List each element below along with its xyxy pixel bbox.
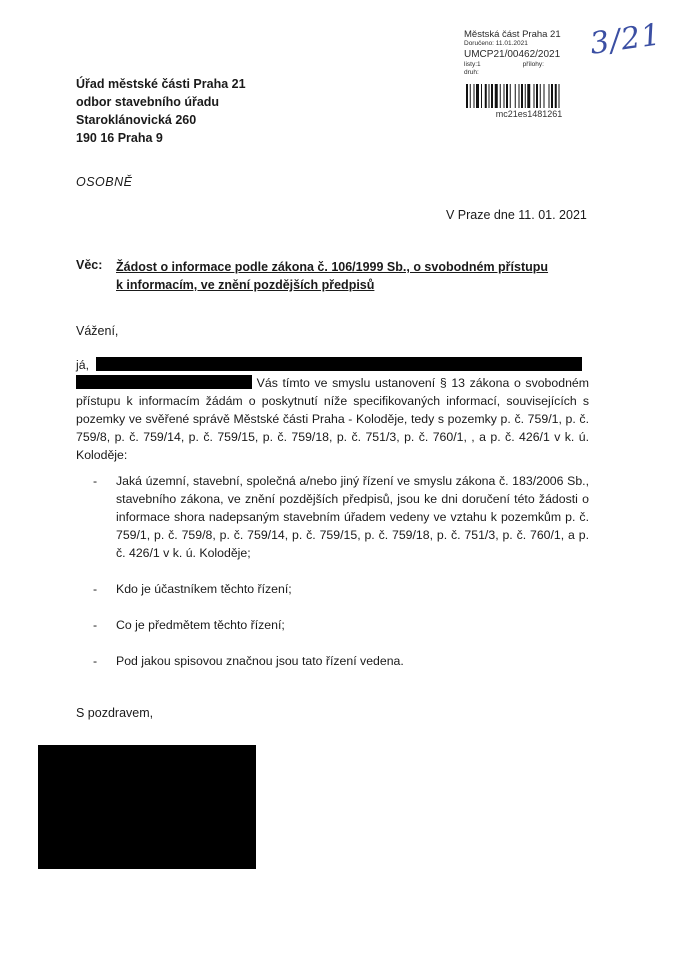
barcode-bar: [515, 84, 516, 108]
subject-line-1: Žádost o informace podle zákona č. 106/1999 Sb., o svobodném přístupu: [116, 260, 549, 274]
list-item: [93, 580, 589, 598]
list-item-text: Kdo je účastníkem těchto řízení;: [116, 582, 292, 596]
address-line-2: odbor stavebního úřadu: [76, 95, 220, 109]
subject-label: Věc:: [76, 258, 103, 272]
request-list: [93, 472, 589, 688]
barcode-bar: [495, 84, 498, 108]
barcode-bar: [491, 84, 493, 108]
barcode-bar: [555, 84, 557, 108]
barcode-bar: [470, 84, 471, 108]
list-item-text: Pod jakou spisovou značnou jsou tato řízení vedena.: [116, 654, 404, 668]
list-item: [93, 652, 589, 670]
stamp-office: Městská část Praha 21: [464, 29, 561, 40]
bullet-dash: -: [93, 582, 98, 596]
stamp-attachments: přílohy:: [522, 61, 544, 68]
barcode-bar: [549, 84, 550, 108]
barcode-bar: [527, 84, 530, 108]
subject-line-2: k informacím, ve znění pozdějších předpisů: [116, 278, 375, 292]
address-line-3: Staroklánovická 260: [76, 113, 197, 127]
barcode-bar: [519, 84, 520, 108]
closing: S pozdravem,: [76, 706, 154, 720]
barcode-bar: [544, 84, 545, 108]
barcode-bar: [476, 84, 479, 108]
redaction-block: [96, 357, 582, 371]
barcode-bar: [521, 84, 523, 108]
barcode-bar: [559, 84, 560, 108]
address-line-4: 190 16 Praha 9: [76, 131, 163, 145]
barcode-bar: [534, 84, 535, 108]
body-prefix: já,: [76, 358, 89, 372]
body-paragraph: [76, 356, 589, 464]
barcode-bar: [500, 84, 501, 108]
barcode: [466, 84, 592, 108]
bullet-dash: -: [93, 618, 98, 632]
salutation: Vážení,: [76, 324, 119, 338]
barcode-bar: [489, 84, 490, 108]
address-line-1: Úřad městské části Praha 21: [76, 77, 246, 91]
stamp-received: Doručeno: 11.01.2021: [464, 40, 528, 47]
barcode-bar: [551, 84, 553, 108]
bullet-dash: -: [93, 474, 98, 488]
stamp-sheets: listy:1: [464, 61, 481, 68]
barcode-bar: [540, 84, 541, 108]
stamp-type: druh:: [464, 69, 479, 76]
handwritten-reference: 3/21: [587, 17, 664, 62]
barcode-bar: [506, 84, 508, 108]
signature-redaction: [38, 745, 256, 869]
redaction-block: [76, 375, 252, 389]
barcode-bar: [481, 84, 482, 108]
bullet-dash: -: [93, 654, 98, 668]
list-item: [93, 472, 589, 562]
body-text: Vás tímto ve smyslu ustanovení § 13 zákona o svobodném přístupu k informacím žádám o poskytnutí níže specifikovaných informací, souvisejících s pozemky ve svěřené správě Městské části Praha - Koloděje, tedy s pozemky p. č. 759/1, p. č. 759/8, p. č. 759/14, p. č. 759/15, p. č. 759/18, p. č. 751/3, p. č. 760/1, , a p. č. 426/1 v k. ú. Koloděje:: [76, 376, 589, 462]
letter-date: V Praze dne 11. 01. 2021: [446, 208, 587, 222]
barcode-number: mc21es1481261: [495, 109, 563, 119]
stamp-case-number: UMCP21/00462/2021: [464, 49, 561, 60]
list-item: [93, 616, 589, 634]
subject-text: [116, 258, 576, 294]
list-item-text: Co je předmětem těchto řízení;: [116, 618, 285, 632]
barcode-bar: [474, 84, 475, 108]
barcode-bar: [466, 84, 468, 108]
barcode-bar: [510, 84, 511, 108]
barcode-bar: [525, 84, 526, 108]
recipient-address: [76, 75, 246, 147]
personal-note: OSOBNĚ: [76, 175, 133, 189]
barcode-bar: [485, 84, 487, 108]
list-item-text: Jaká územní, stavební, společná a/nebo jiný řízení ve smyslu zákona č. 183/2006 Sb., stavebního zákona, ve znění pozdějších předpisů, jsou ke dni doručení této žádosti o informace shora nadepsaným stavebním úřadem vedeny ve vztahu k pozemkům p. č. 759/1, p. č. 759/8, p. č. 759/14, p. č. 759/15, p. č. 759/18, p. č. 751/3, p. č. 760/1, a p. č. 426/1 v k. ú. Koloděje;: [116, 474, 589, 560]
barcode-bar: [536, 84, 538, 108]
barcode-bar: [504, 84, 505, 108]
